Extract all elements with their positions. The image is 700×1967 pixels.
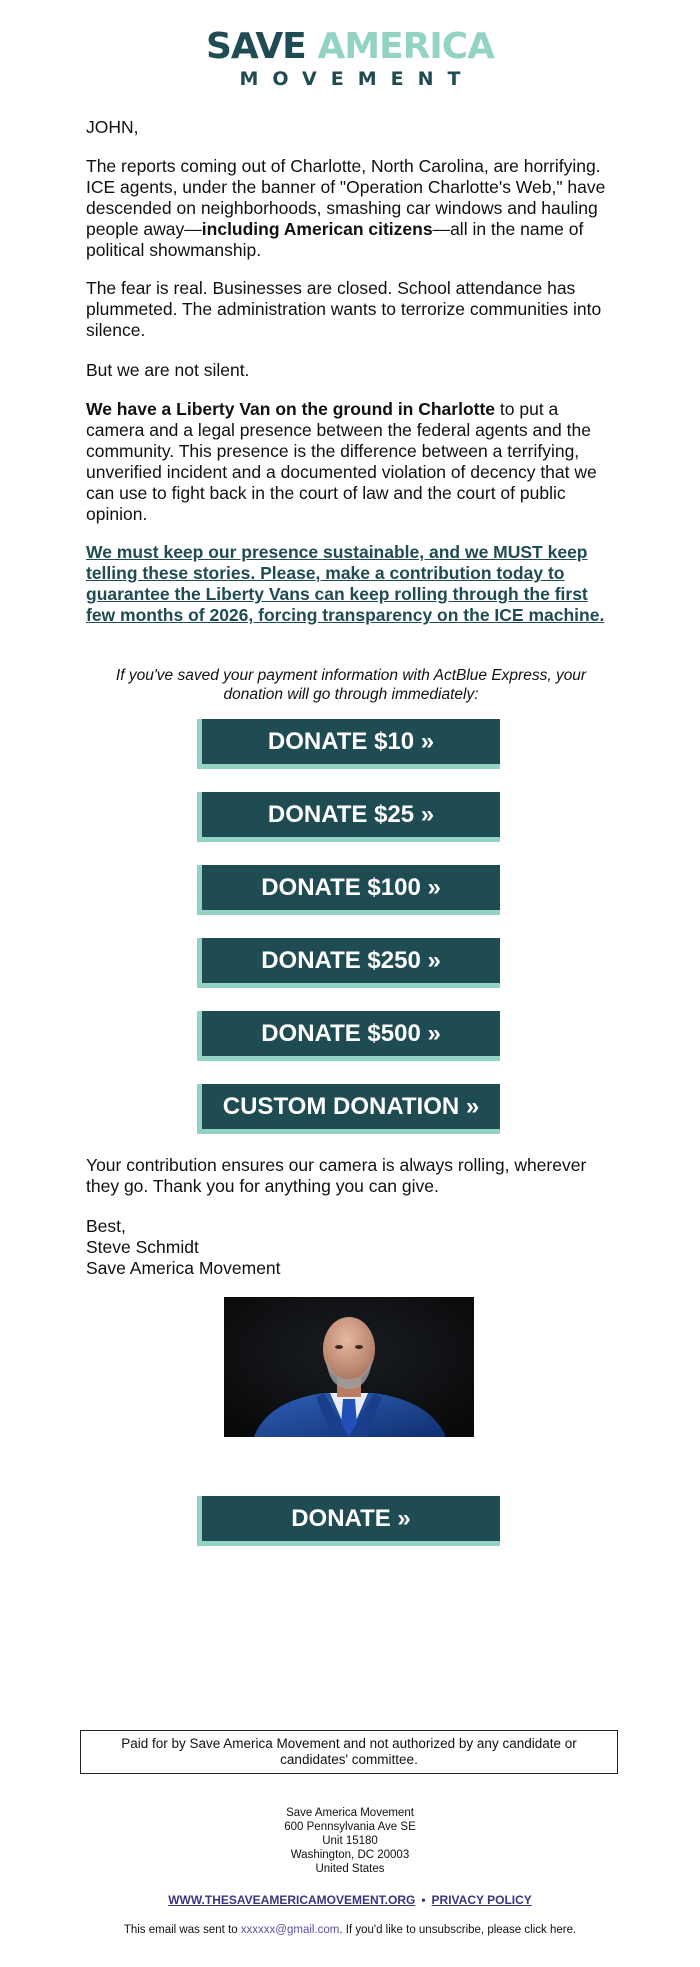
signature-closing: Best, <box>86 1216 126 1236</box>
actblue-express-note: If you've saved your payment information with ActBlue Express, your donation will go through immediately: <box>115 667 587 703</box>
paid-for-disclaimer: Paid for by Save America Movement and not authorized by any candidate or candidates' committee. <box>80 1730 618 1774</box>
mailing-address <box>0 1806 700 1876</box>
address-line: United States <box>315 1863 385 1875</box>
footer-separator: • <box>421 1893 426 1907</box>
paragraph-fear: The fear is real. Businesses are closed. School attendance has plummeted. The administration wants to terrorize communities into silence. <box>86 278 602 340</box>
logo-word-america: AMERICA <box>317 26 495 67</box>
signature-name: Steve Schmidt <box>86 1237 199 1257</box>
custom-donation-button[interactable]: CUSTOM DONATION » <box>197 1084 500 1134</box>
donate-10-button[interactable]: DONATE $10 » <box>197 719 500 769</box>
address-line: Washington, DC 20003 <box>290 1849 410 1861</box>
paragraph-thank-you: Your contribution ensures our camera is always rolling, wherever they go. Thank you for anything you can give. <box>86 1155 587 1196</box>
contribution-appeal-link[interactable]: We must keep our presence sustainable, and we MUST keep telling these stories. Please, make a contribution today to guarantee the Liberty Vans can keep rolling through the first few months of 2026, forcing transparency on the ICE machine. <box>86 542 605 625</box>
portrait-illustration <box>224 1297 474 1437</box>
logo-word-movement: MOVEMENT <box>239 68 475 90</box>
recipient-email: xxxxxx@gmail.com <box>240 1924 340 1936</box>
donate-250-button[interactable]: DONATE $250 » <box>197 938 500 988</box>
donate-25-button[interactable]: DONATE $25 » <box>197 792 500 842</box>
website-link[interactable]: WWW.THESAVEAMERICAMOVEMENT.ORG <box>168 1893 416 1907</box>
paragraph-not-silent: But we are not silent. <box>86 360 250 380</box>
logo-word-save: SAVE <box>205 26 306 67</box>
footer-links <box>0 1893 700 1907</box>
address-line: Save America Movement <box>286 1807 414 1819</box>
paragraph-charlotte-reports: The reports coming out of Charlotte, North Carolina, are horrifying. ICE agents, under the banner of "Operation Charlotte's Web," have descended on neighborhoods, smashing car windows and hauling people away—including American citizens—all in the name of political showmanship. <box>86 156 606 260</box>
signature <box>86 1216 616 1279</box>
greeting: JOHN, <box>86 117 139 137</box>
unsubscribe-text[interactable]: . If you'd like to unsubscribe, please click here. <box>339 1924 577 1936</box>
final-donate-button[interactable]: DONATE » <box>197 1496 500 1546</box>
signature-org: Save America Movement <box>86 1258 281 1278</box>
donate-500-button[interactable]: DONATE $500 » <box>197 1011 500 1061</box>
paragraph-contribution-appeal <box>86 542 616 626</box>
save-america-logo <box>0 28 700 90</box>
privacy-policy-link[interactable]: PRIVACY POLICY <box>431 1893 532 1907</box>
address-line: Unit 15180 <box>322 1835 378 1847</box>
donate-100-button[interactable]: DONATE $100 » <box>197 865 500 915</box>
paragraph-liberty-van: We have a Liberty Van on the ground in Charlotte to put a camera and a legal presence between the federal agents and the community. This presence is the difference between a terrifying, unverified incident and a documented violation of decency that we can use to fight back in the court of law and the court of public opinion. <box>86 399 597 524</box>
address-line: 600 Pennsylvania Ave SE <box>284 1821 416 1833</box>
steve-schmidt-photo <box>224 1297 474 1437</box>
unsubscribe-notice: This email was sent to xxxxxx@gmail.com. If you'd like to unsubscribe, please click here. <box>123 1924 577 1936</box>
